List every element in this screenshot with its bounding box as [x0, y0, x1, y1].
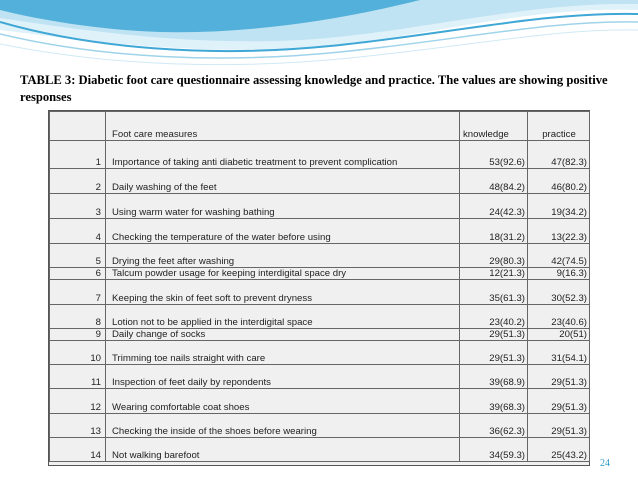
row-number — [50, 438, 106, 462]
row-practice — [528, 329, 590, 341]
row-knowledge-text: 24(42.3) — [489, 207, 525, 218]
table-row — [50, 219, 590, 244]
row-number-text: 6 — [95, 268, 101, 279]
table-row — [50, 244, 590, 268]
table-row — [50, 268, 590, 280]
row-practice-text: 42(74.5) — [551, 256, 587, 267]
row-knowledge — [460, 438, 528, 462]
header-knowledge-label: knowledge — [463, 129, 509, 140]
row-knowledge — [460, 280, 528, 305]
foot-care-table-container — [48, 110, 590, 466]
row-measure — [106, 219, 460, 244]
row-practice-text: 29(51.3) — [551, 426, 587, 437]
table-row — [50, 389, 590, 414]
row-number — [50, 365, 106, 389]
row-measure-text: Inspection of feet daily by repondents — [112, 377, 271, 388]
table-row — [50, 438, 590, 462]
foot-care-table — [49, 111, 590, 462]
row-number-text: 12 — [90, 402, 101, 413]
table-row — [50, 169, 590, 194]
row-number — [50, 280, 106, 305]
row-practice — [528, 438, 590, 462]
table-row — [50, 305, 590, 329]
row-practice — [528, 389, 590, 414]
row-knowledge — [460, 305, 528, 329]
row-practice — [528, 244, 590, 268]
row-measure — [106, 414, 460, 438]
row-number-text: 8 — [95, 317, 101, 328]
table-row — [50, 141, 590, 169]
row-knowledge — [460, 365, 528, 389]
row-number — [50, 244, 106, 268]
table-row — [50, 414, 590, 438]
row-measure-text: Importance of taking anti diabetic treatment to prevent complication — [112, 157, 398, 168]
row-practice — [528, 341, 590, 365]
table-row — [50, 341, 590, 365]
page-number: 24 — [600, 458, 610, 469]
row-knowledge-text: 29(51.3) — [489, 329, 525, 340]
row-number-text: 14 — [90, 450, 101, 461]
row-knowledge-text: 23(40.2) — [489, 317, 525, 328]
row-knowledge-text: 39(68.9) — [489, 377, 525, 388]
row-knowledge — [460, 414, 528, 438]
table-row — [50, 194, 590, 219]
row-measure — [106, 305, 460, 329]
row-number — [50, 305, 106, 329]
row-knowledge-text: 18(31.2) — [489, 232, 525, 243]
row-measure-text: Talcum powder usage for keeping interdigital space dry — [112, 268, 347, 279]
header-knowledge — [460, 112, 528, 141]
row-measure-text: Checking the temperature of the water before using — [112, 232, 331, 243]
table-row — [50, 365, 590, 389]
row-measure — [106, 389, 460, 414]
row-number-text: 7 — [95, 293, 101, 304]
table-caption: TABLE 3: Diabetic foot care questionnaire assessing knowledge and practice. The values are showing positive responses — [20, 73, 608, 104]
row-knowledge — [460, 169, 528, 194]
row-knowledge — [460, 219, 528, 244]
row-number — [50, 341, 106, 365]
row-practice-text: 30(52.3) — [551, 293, 587, 304]
row-number-text: 5 — [95, 256, 101, 267]
row-measure-text: Not walking barefoot — [112, 450, 200, 461]
row-knowledge-text: 48(84.2) — [489, 182, 525, 193]
row-measure — [106, 141, 460, 169]
header-number — [50, 112, 106, 141]
row-practice — [528, 194, 590, 219]
row-measure — [106, 194, 460, 219]
row-measure-text: Keeping the skin of feet soft to prevent dryness — [112, 293, 312, 304]
row-number — [50, 268, 106, 280]
row-practice-text: 29(51.3) — [551, 377, 587, 388]
row-knowledge-text: 53(92.6) — [489, 157, 525, 168]
row-practice-text: 19(34.2) — [551, 207, 587, 218]
row-practice — [528, 365, 590, 389]
row-practice — [528, 268, 590, 280]
row-practice-text: 23(40.6) — [551, 317, 587, 328]
table-row — [50, 280, 590, 305]
row-measure-text: Trimming toe nails straight with care — [112, 353, 266, 364]
row-measure — [106, 365, 460, 389]
row-number — [50, 141, 106, 169]
row-practice-text: 31(54.1) — [551, 353, 587, 364]
row-practice-text: 9(16.3) — [556, 268, 587, 279]
row-knowledge — [460, 141, 528, 169]
row-measure — [106, 329, 460, 341]
row-knowledge-text: 12(21.3) — [489, 268, 525, 279]
header-wave-decoration — [0, 0, 638, 70]
row-measure-text: Drying the feet after washing — [112, 256, 235, 267]
row-knowledge-text: 34(59.3) — [489, 450, 525, 461]
row-practice — [528, 280, 590, 305]
row-knowledge — [460, 194, 528, 219]
row-measure-text: Lotion not to be applied in the interdigital space — [112, 317, 313, 328]
row-practice-text: 47(82.3) — [551, 157, 587, 168]
row-measure-text: Daily washing of the feet — [112, 182, 217, 193]
row-number-text: 3 — [95, 207, 101, 218]
row-practice-text: 29(51.3) — [551, 402, 587, 413]
row-knowledge — [460, 329, 528, 341]
row-practice — [528, 414, 590, 438]
row-practice — [528, 219, 590, 244]
row-knowledge — [460, 341, 528, 365]
row-knowledge-text: 29(51.3) — [489, 353, 525, 364]
row-number-text: 9 — [95, 329, 101, 340]
row-knowledge-text: 29(80.3) — [489, 256, 525, 267]
row-measure-text: Checking the inside of the shoes before wearing — [112, 426, 317, 437]
row-measure — [106, 280, 460, 305]
row-measure — [106, 341, 460, 365]
row-practice-text: 13(22.3) — [551, 232, 587, 243]
row-measure — [106, 268, 460, 280]
row-number — [50, 219, 106, 244]
row-number-text: 11 — [91, 377, 101, 388]
row-measure — [106, 244, 460, 268]
table-row — [50, 329, 590, 341]
row-number — [50, 194, 106, 219]
row-practice — [528, 169, 590, 194]
row-number-text: 1 — [95, 157, 101, 168]
row-practice-text: 46(80.2) — [551, 182, 587, 193]
table-header-row — [50, 112, 590, 141]
row-practice-text: 25(43.2) — [551, 450, 587, 461]
row-knowledge — [460, 244, 528, 268]
row-measure-text: Daily change of socks — [112, 329, 206, 340]
row-practice — [528, 141, 590, 169]
row-measure — [106, 169, 460, 194]
row-number — [50, 389, 106, 414]
header-foot-care-measures: Foot care measures — [106, 112, 460, 141]
row-number — [50, 329, 106, 341]
row-knowledge-text: 39(68.3) — [489, 402, 525, 413]
row-number-text: 13 — [90, 426, 101, 437]
row-knowledge-text: 35(61.3) — [489, 293, 525, 304]
row-measure-text: Wearing comfortable coat shoes — [112, 402, 250, 413]
row-practice — [528, 305, 590, 329]
header-practice: practice — [528, 112, 590, 141]
row-knowledge-text: 36(62.3) — [489, 426, 525, 437]
row-number-text: 4 — [95, 232, 101, 243]
row-measure-text: Using warm water for washing bathing — [112, 207, 275, 218]
row-number-text: 10 — [90, 353, 101, 364]
row-number-text: 2 — [95, 182, 101, 193]
row-knowledge — [460, 389, 528, 414]
row-practice-text: 20(51) — [559, 329, 587, 340]
row-measure — [106, 438, 460, 462]
row-knowledge — [460, 268, 528, 280]
row-number — [50, 414, 106, 438]
row-number — [50, 169, 106, 194]
